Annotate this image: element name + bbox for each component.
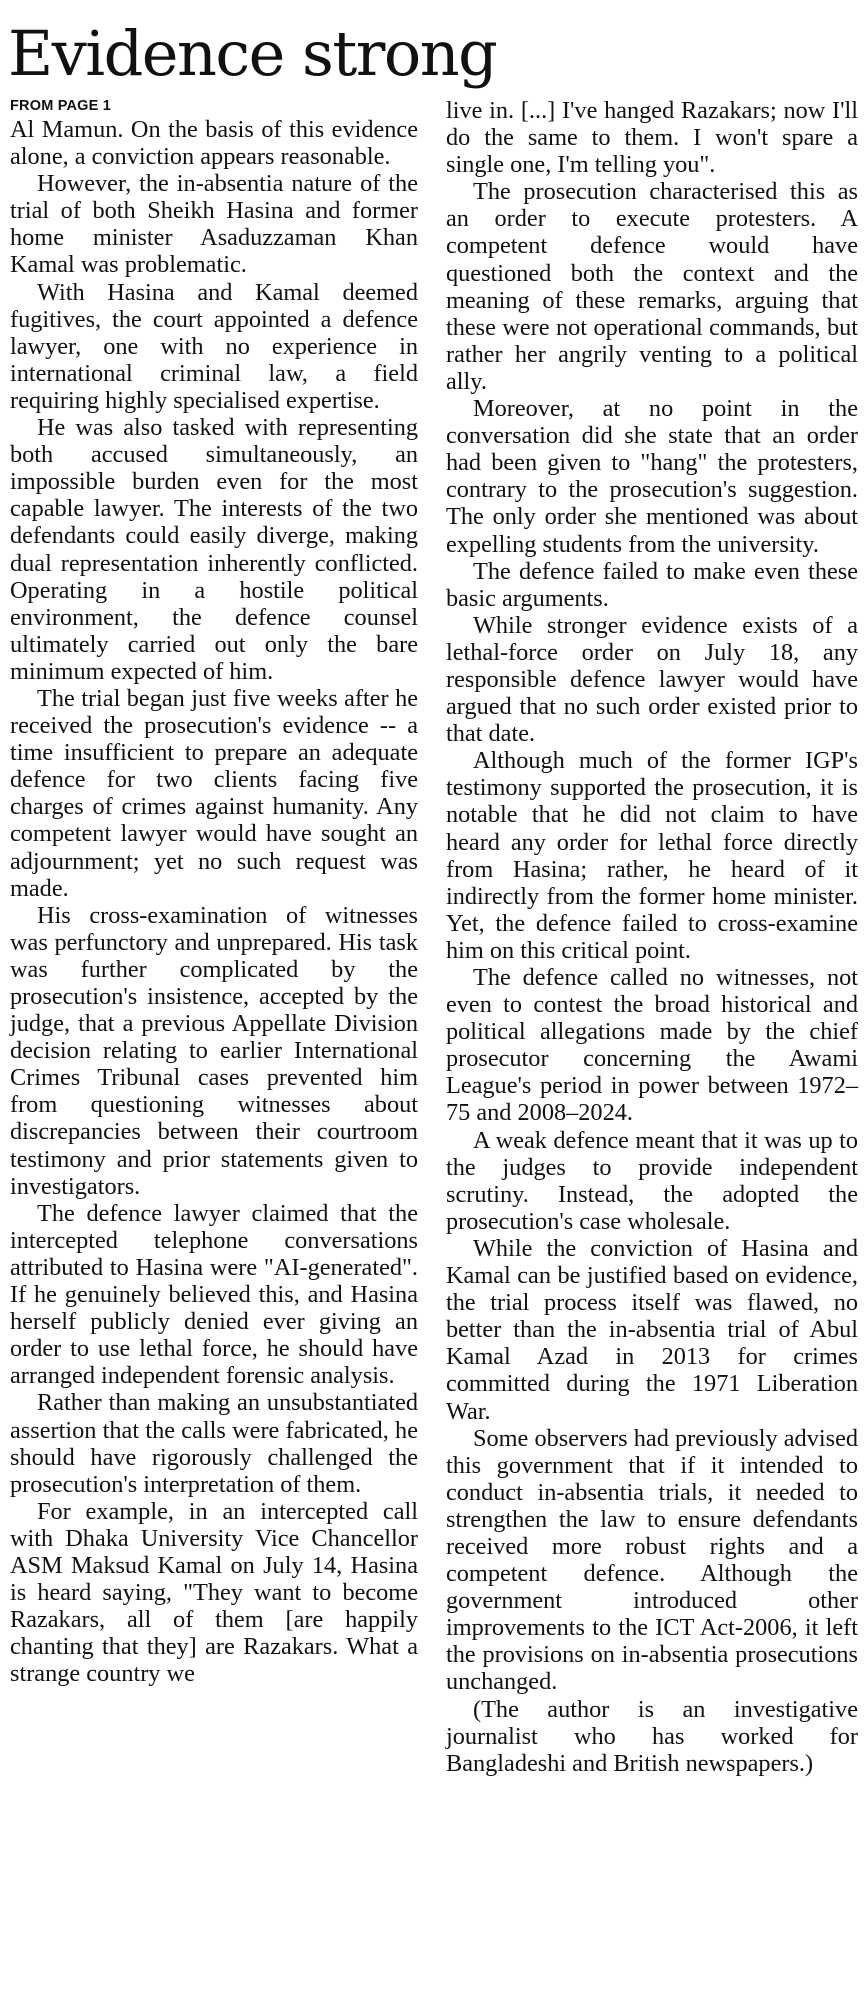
article-paragraph: His cross-examination of witnesses was perfunctory and unprepared. His task was further complicated by the prosecution's insistence, accepted by the judge, that a previous Appellate Division decision relating to earlier International Crimes Tribunal cases prevented him from questioning witnesses about discrepancies between their courtroom testimony and prior statements given to investigators. [10, 901, 418, 1200]
article-column-right [446, 97, 858, 1777]
article-paragraph: The prosecution characterised this as an order to execute protesters. A competent defence would have questioned both the context and the meaning of these remarks, arguing that these were not operational commands, but rather her angrily venting to a political ally. [446, 178, 858, 395]
article-paragraph: live in. [...] I've hanged Razakars; now I'll do the same to them. I won't spare a single one, I'm telling you". [446, 97, 858, 179]
article-paragraph: Although much of the former IGP's testimony supported the prosecution, it is notable that he did not claim to have heard any order for lethal force directly from Hasina; rather, he heard of it indirectly from the former home minister. Yet, the defence failed to cross-examine him on this critical point. [446, 747, 858, 964]
article-paragraph: The defence failed to make even these basic arguments. [446, 557, 858, 612]
article-paragraph: For example, in an intercepted call with Dhaka University Vice Chancellor ASM Maksud Kamal on July 14, Hasina is heard saying, "They want to become Razakars, all of them [are happily chanting that they] are Razakars. What a strange country we [10, 1497, 418, 1688]
article-paragraph: However, the in-absentia nature of the trial of both Sheikh Hasina and former home minister Asaduzzaman Khan Kamal was problematic. [10, 170, 418, 279]
article-paragraph: The defence called no witnesses, not even to contest the broad historical and political allegations made by the chief prosecutor concerning the Awami League's period in power between 1972–75 and 2008–2024. [446, 964, 858, 1127]
article-paragraph: Rather than making an unsubstantiated assertion that the calls were fabricated, he should have rigorously challenged the prosecution's interpretation of them. [10, 1389, 418, 1498]
article-paragraph: Al Mamun. On the basis of this evidence alone, a conviction appears reasonable. [10, 116, 418, 171]
article-paragraph: A weak defence meant that it was up to the judges to provide independent scrutiny. Instead, the adopted the prosecution's case wholesale. [446, 1126, 858, 1235]
headline: Evidence strong [8, 17, 497, 90]
article-paragraph: Some observers had previously advised this government that if it intended to conduct in-absentia trials, it needed to strengthen the law to ensure defendants received more robust rights and a competent defence. Although the government introduced other improvements to the ICT Act-2006, it left the provisions on in-absentia prosecutions unchanged. [446, 1424, 858, 1696]
article-column-left [10, 96, 418, 1687]
article-paragraph: Moreover, at no point in the conversation did she state that an order had been given to "hang" the protesters, contrary to the prosecution's suggestion. The only order she mentioned was about expelling students from the university. [446, 395, 858, 558]
author-note: (The author is an investigative journalist who has worked for Bangladeshi and British newspapers.) [446, 1695, 858, 1777]
article-paragraph: He was also tasked with representing both accused simultaneously, an impossible burden even for the most capable lawyer. The interests of the two defendants could easily diverge, making dual representation inherently conflicted. Operating in a hostile political environment, the defence counsel ultimately carried out only the bare minimum expected of him. [10, 414, 418, 685]
article-paragraph: While stronger evidence exists of a lethal-force order on July 18, any responsible defence lawyer would have argued that no such order existed prior to that date. [446, 611, 858, 748]
article-paragraph: The trial began just five weeks after he received the prosecution's evidence -- a time insufficient to prepare an adequate defence for two clients facing five charges of crimes against humanity. Any competent lawyer would have sought an adjournment; yet no such request was made. [10, 684, 418, 902]
continuation-kicker: FROM PAGE 1 [10, 98, 112, 114]
article-paragraph: The defence lawyer claimed that the intercepted telephone conversations attributed to Hasina were "AI-generated". If he genuinely believed this, and Hasina herself publicly denied ever giving an order to use lethal force, he should have arranged independent forensic analysis. [10, 1199, 418, 1390]
article-paragraph: While the conviction of Hasina and Kamal can be justified based on evidence, the trial process itself was flawed, no better than the in-absentia trial of Abul Kamal Azad in 2013 for crimes committed during the 1971 Liberation War. [446, 1234, 858, 1425]
article-paragraph: With Hasina and Kamal deemed fugitives, the court appointed a defence lawyer, one with no experience in international criminal law, a field requiring highly specialised expertise. [10, 278, 418, 414]
